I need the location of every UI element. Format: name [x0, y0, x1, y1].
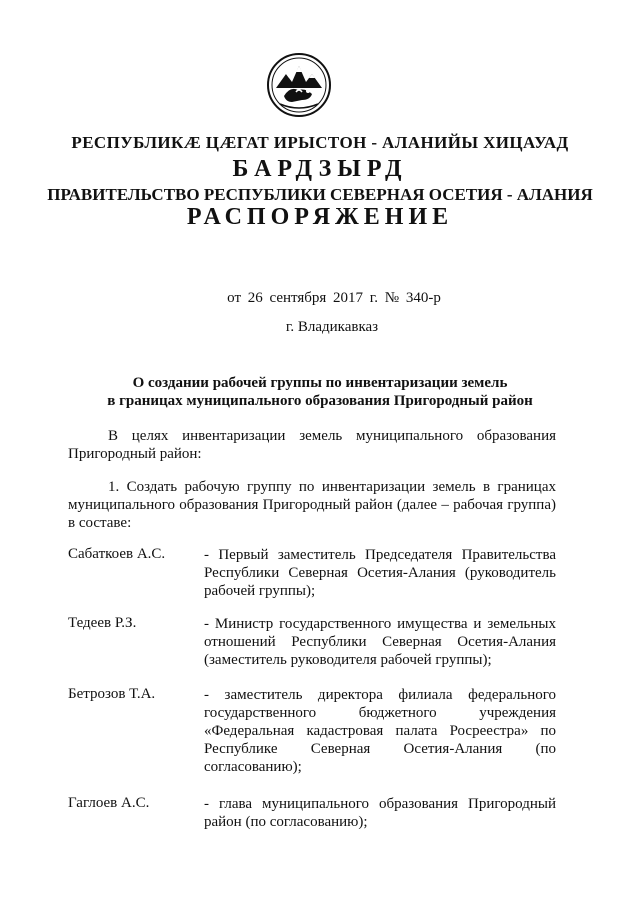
member-name: Сабаткоев А.С. [68, 546, 166, 562]
member-name: Бетрозов Т.А. [68, 686, 156, 702]
member-role: - заместитель директора филиала федерального государственного бюджетного учреждения «Федеральная кадастровая палата Росреестра» по Республике Северная Осетия-Алания (по согласованию); [204, 687, 556, 775]
coat-of-arms-emblem [266, 52, 332, 118]
header-russian-name: ПРАВИТЕЛЬСТВО РЕСПУБЛИКИ СЕВЕРНАЯ ОСЕТИЯ - АЛАНИЯ [47, 185, 593, 204]
member-name: Гаглоев А.С. [68, 795, 150, 811]
member-name: Тедеев Р.З. [68, 615, 137, 631]
document-subject [60, 374, 580, 410]
member-role: - глава муниципального образования Пригородный район (по согласованию); [204, 796, 556, 830]
member-role: - Министр государственного имущества и земельных отношений Республики Северная Осетия-Алания (заместитель руководителя рабочей группы); [204, 616, 556, 668]
member-role: - Первый заместитель Председателя Правительства Республики Северная Осетия-Алания (руководитель рабочей группы); [204, 547, 556, 599]
header-ossetian-title: БАРДЗЫРД [232, 156, 408, 182]
document-type-title: РАСПОРЯЖЕНИЕ [186, 204, 454, 230]
header-ossetian-name: РЕСПУБЛИКÆ ЦÆГАТ ИРЫСТОН - АЛАНИЙЫ ХИЦАУАД [71, 133, 569, 152]
document-date-number: от 26 сентября 2017 г. № 340-р [227, 290, 441, 306]
clause-1-paragraph: 1. Создать рабочую группу по инвентаризации земель в границах муниципального образования Пригородный район (далее – рабочая группа) в составе: [68, 479, 556, 531]
preamble-paragraph: В целях инвентаризации земель муниципального образования Пригородный район: [68, 428, 556, 462]
subject-line-2: в границах муниципального образования Пригородный район [107, 393, 533, 409]
document-city: г. Владикавказ [285, 319, 379, 335]
subject-line-1: О создании рабочей группы по инвентаризации земель [132, 375, 508, 391]
